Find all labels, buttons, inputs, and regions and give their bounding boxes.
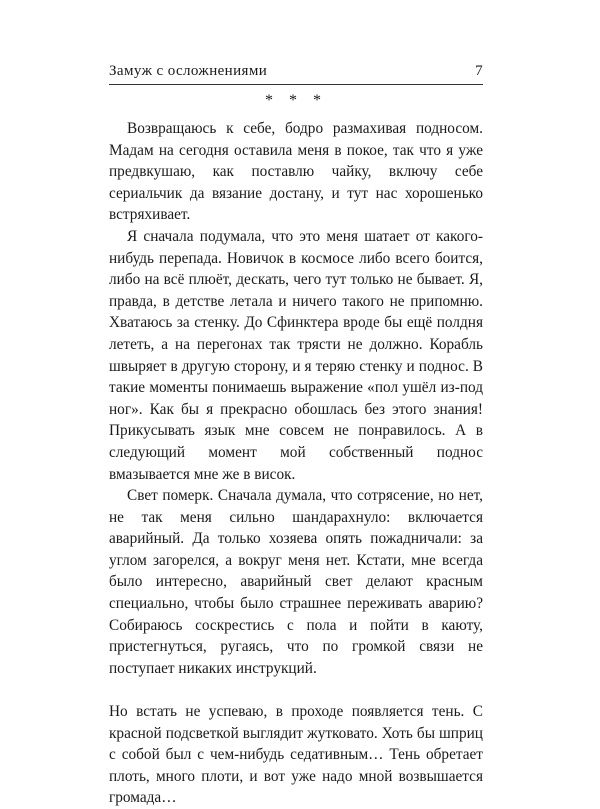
paragraph: Но встать не успеваю, в проходе появляется тень. С красной подсветкой выглядит жутковато. Хоть бы шприц с собой был с чем-нибудь седативным… Тень обретает плоть, много плоти, и вот уже надо мной возвышается громада… [109,703,483,807]
body-text [109,118,483,809]
paragraph: Я сначала подумала, что это меня шатает от какого-нибудь перепада. Новичок в космосе либо всего боится, либо на всё плюёт, дескать, чего тут только не бывает. Я, правда, в детстве летала и ничего такого не припомню. Хватаюсь за стенку. До Сфинктера вроде бы ещё полдня лететь, а на перегонах так трясти не должно. Корабль швыряет в другую сторону, и я теряю стенку и поднос. В такие моменты понимаешь выражение «пол ушёл из-под ног». Как бы я прекрасно обошлась без этого знания! Прикусывать язык мне совсем не понравилось. А в следующий момент мой собственный поднос вмазывается мне же в висок. [109,227,483,483]
book-title: Замуж с осложнениями [109,63,268,79]
paragraph: Возвращаюсь к себе, бодро размахивая подносом. Мадам на сегодня оставила меня в покое, так что я уже предвкушаю, как поставлю чайку, включу себе сериальчик да вязание достану, и тут нас хорошенько встряхивает. [109,120,483,224]
paragraph: Свет померк. Сначала думала, что сотрясение, но нет, не так меня сильно шандарахнуло: включается аварийный. Да только хозяева опять пожадничали: за углом загорелся, а вокруг меня нет. Кстати, мне всегда было интересно, аварийный свет делают красным специально, чтобы было страшнее переживать аварию? Собираюсь соскрестись с пола и пойти в каюту, пристегнуться, ругаясь, что по громкой связи не поступает никаких инструкций. [109,487,483,677]
running-header [109,58,483,80]
section-break-ornament: * * * [265,92,327,109]
page-number: 7 [475,63,483,79]
header-divider [109,84,483,85]
